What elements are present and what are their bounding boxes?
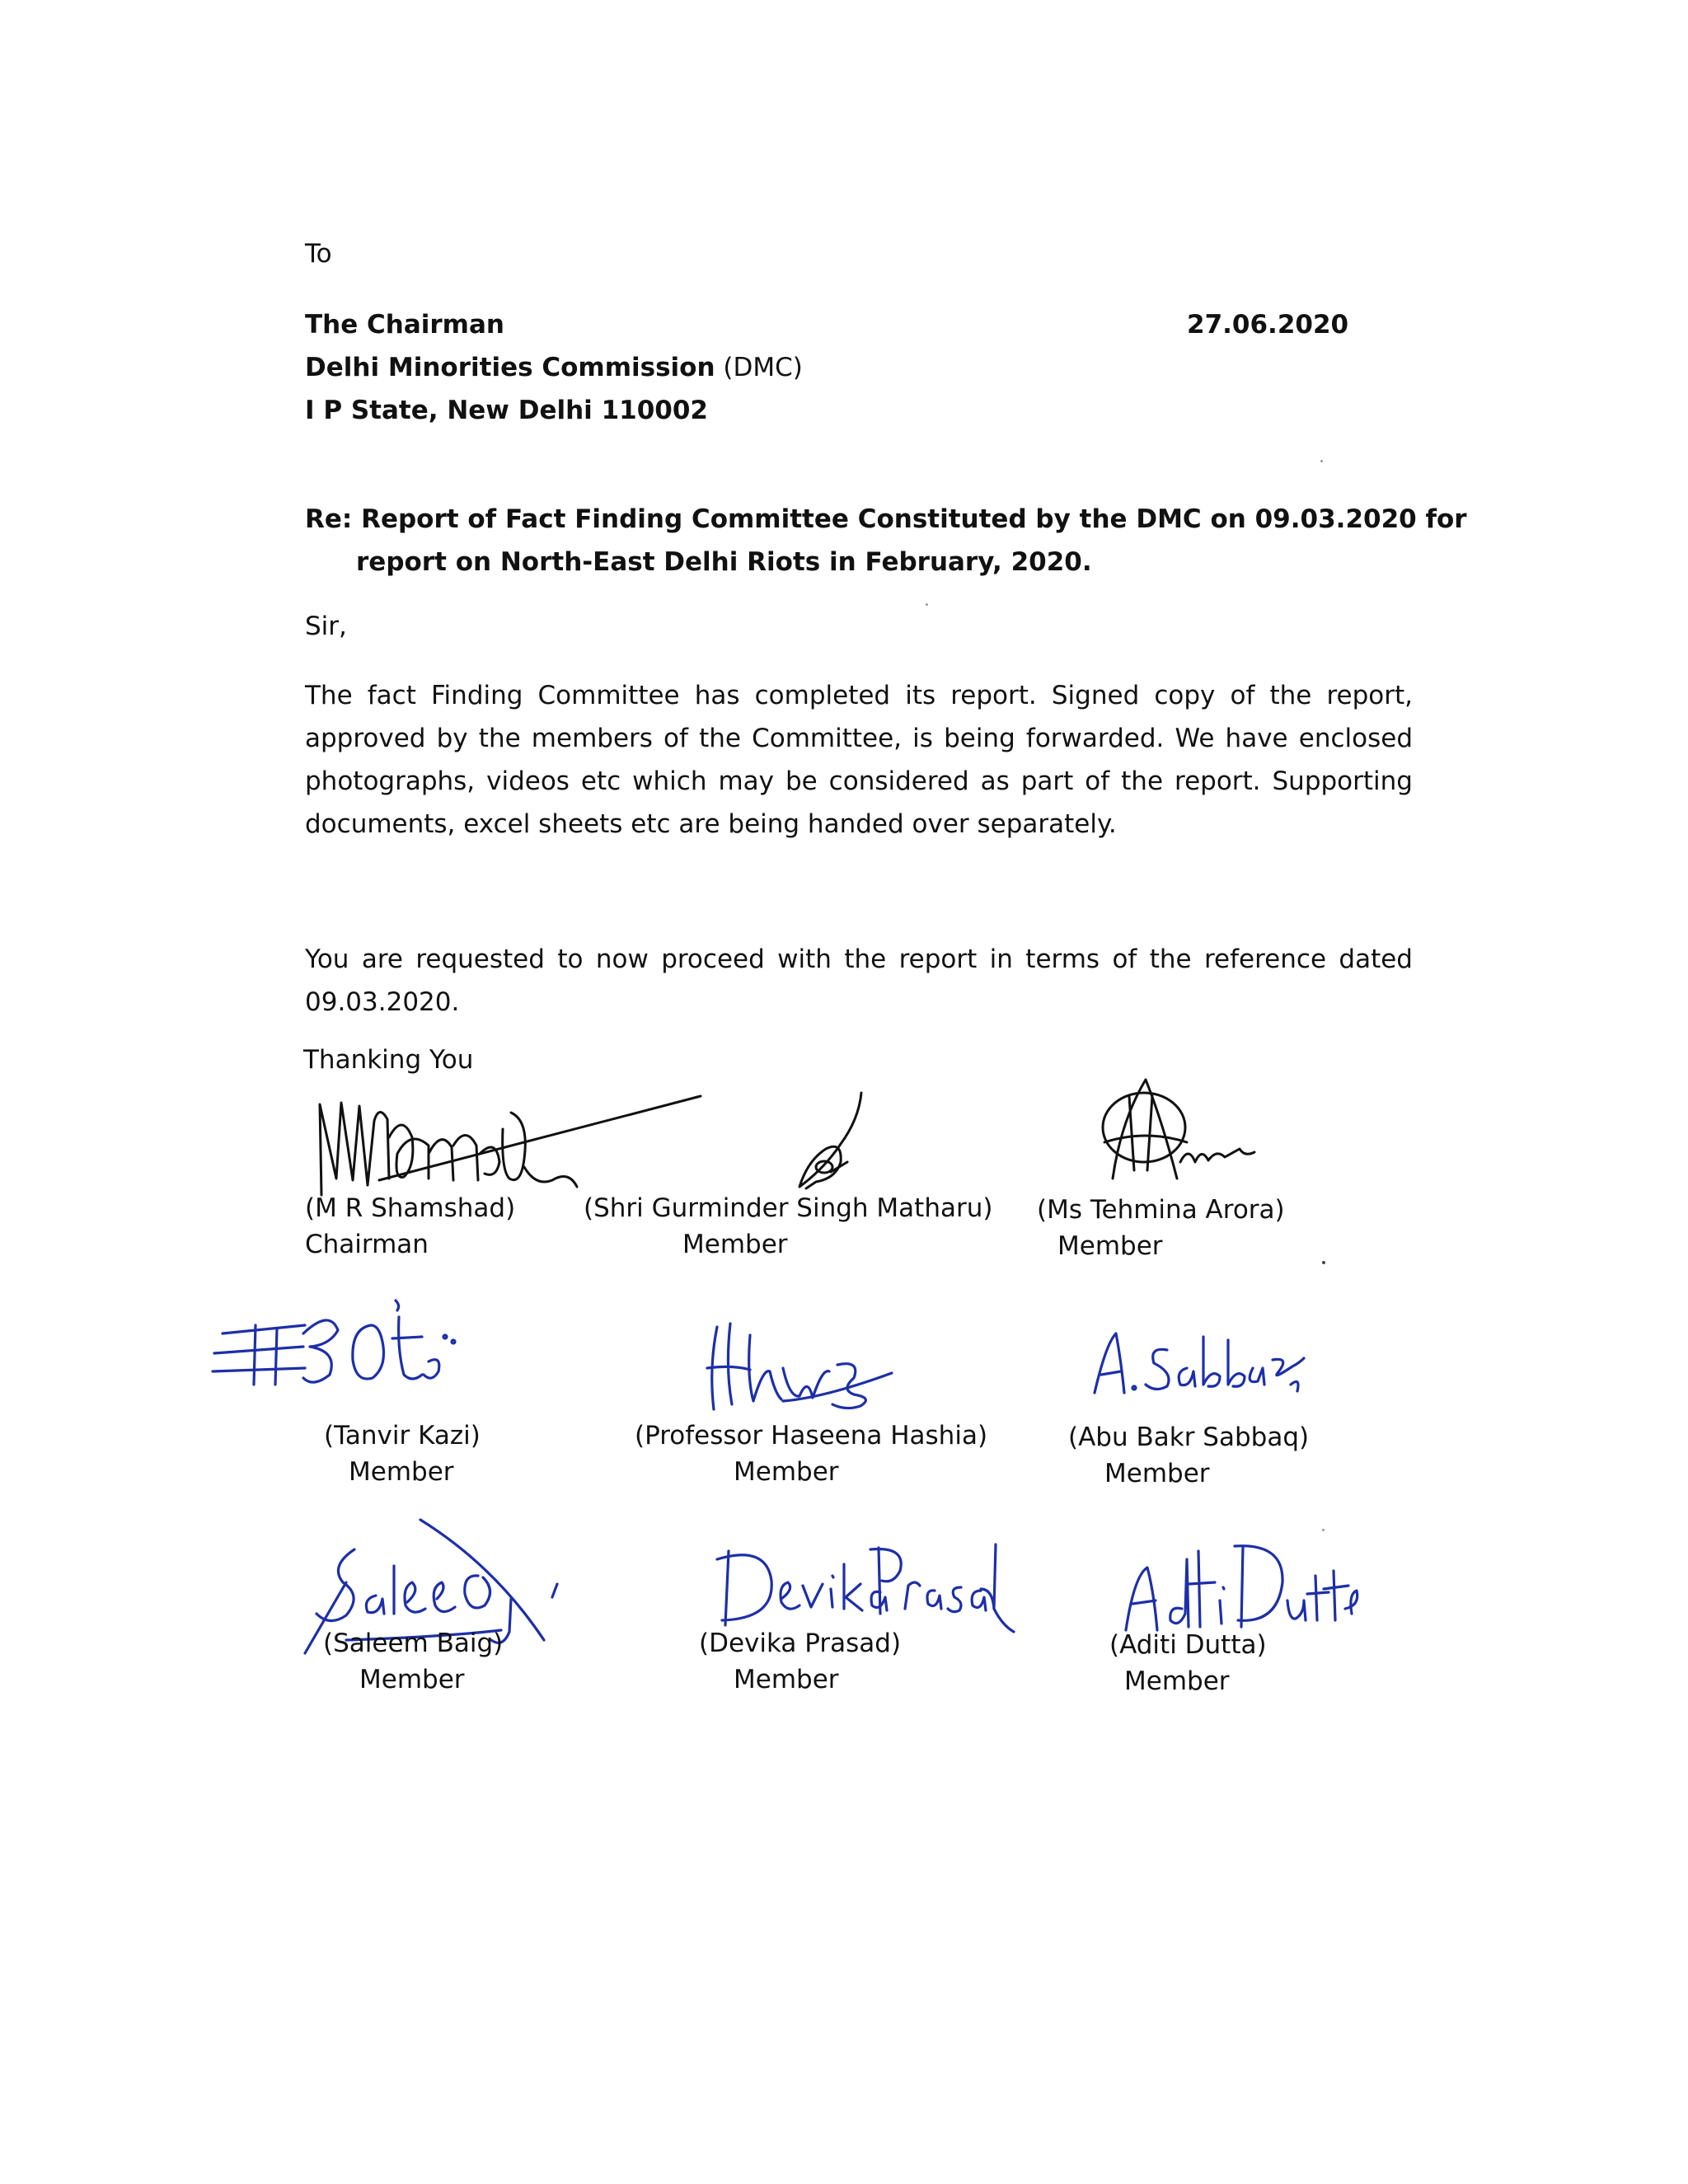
subject-line-1: Re: Report of Fact Finding Committee Constituted by the DMC on 09.03.2020 for <box>305 504 1467 534</box>
body-line-4: documents, excel sheets etc are being handed over separately. <box>305 809 1117 839</box>
request-line-2: 09.03.2020. <box>305 987 460 1017</box>
signature-arora <box>1071 1063 1269 1195</box>
request-line-1: You are requested to now proceed with the report in terms of the reference dated <box>305 944 1413 974</box>
recipient-org-name: Delhi Minorities Commission <box>305 353 715 382</box>
signatory-role: Member <box>1124 1666 1230 1696</box>
scan-speck <box>1322 1261 1325 1264</box>
recipient-organisation <box>305 346 803 389</box>
closing: Thanking You <box>303 1045 474 1075</box>
signatory-role: Member <box>734 1665 839 1694</box>
subject-line-2: report on North-East Delhi Riots in February, 2020. <box>356 547 1092 577</box>
scan-speck <box>1320 460 1323 462</box>
signature-hashia <box>684 1319 898 1418</box>
signatory-role: Member <box>1104 1459 1210 1488</box>
signatory-name: (Devika Prasad) <box>699 1629 902 1658</box>
request-paragraph <box>305 938 1413 1024</box>
scan-speck <box>926 603 928 606</box>
recipient-org-abbrev: (DMC) <box>715 353 803 382</box>
body-line-2: approved by the members of the Committee, is being forwarded. We have enclosed <box>305 724 1413 753</box>
signatory-name: (Tanvir Kazi) <box>324 1421 481 1451</box>
subject-block <box>305 498 1467 583</box>
signature-matharu <box>783 1086 874 1193</box>
signatory-name: (M R Shamshad) <box>305 1193 516 1223</box>
signatory-name: (Abu Bakr Sabbaq) <box>1068 1422 1310 1452</box>
to-label: To <box>305 239 332 269</box>
signature-devika <box>709 1540 1022 1638</box>
signature-aditi <box>1113 1535 1360 1642</box>
signatory-role: Member <box>682 1230 788 1259</box>
signatory-name: (Saleem Baig) <box>323 1629 504 1658</box>
signatory-role: Chairman <box>305 1230 429 1259</box>
signatory-role: Member <box>1057 1231 1163 1261</box>
signatory-name: (Shri Gurminder Singh Matharu) <box>584 1193 993 1223</box>
signatory-role: Member <box>734 1457 839 1487</box>
signatory-role: Member <box>349 1457 454 1487</box>
recipient-address: I P State, New Delhi 110002 <box>305 396 709 425</box>
signature-sabbaq <box>1088 1327 1311 1401</box>
signatory-role: Member <box>359 1665 465 1694</box>
recipient-title: The Chairman <box>305 310 504 340</box>
signatory-name: (Aditi Dutta) <box>1109 1630 1267 1660</box>
signature-kazi <box>206 1292 470 1399</box>
scan-speck <box>1322 1529 1325 1531</box>
body-line-1: The fact Finding Committee has completed its report. Signed copy of the report, <box>305 681 1413 710</box>
body-paragraph <box>305 674 1413 846</box>
signatory-name: (Professor Haseena Hashia) <box>635 1421 988 1451</box>
letter-date: 27.06.2020 <box>1187 310 1349 340</box>
body-line-3: photographs, videos etc which may be considered as part of the report. Supporting <box>305 766 1413 796</box>
greeting: Sir, <box>305 612 347 641</box>
signatory-name: (Ms Tehmina Arora) <box>1037 1195 1285 1225</box>
